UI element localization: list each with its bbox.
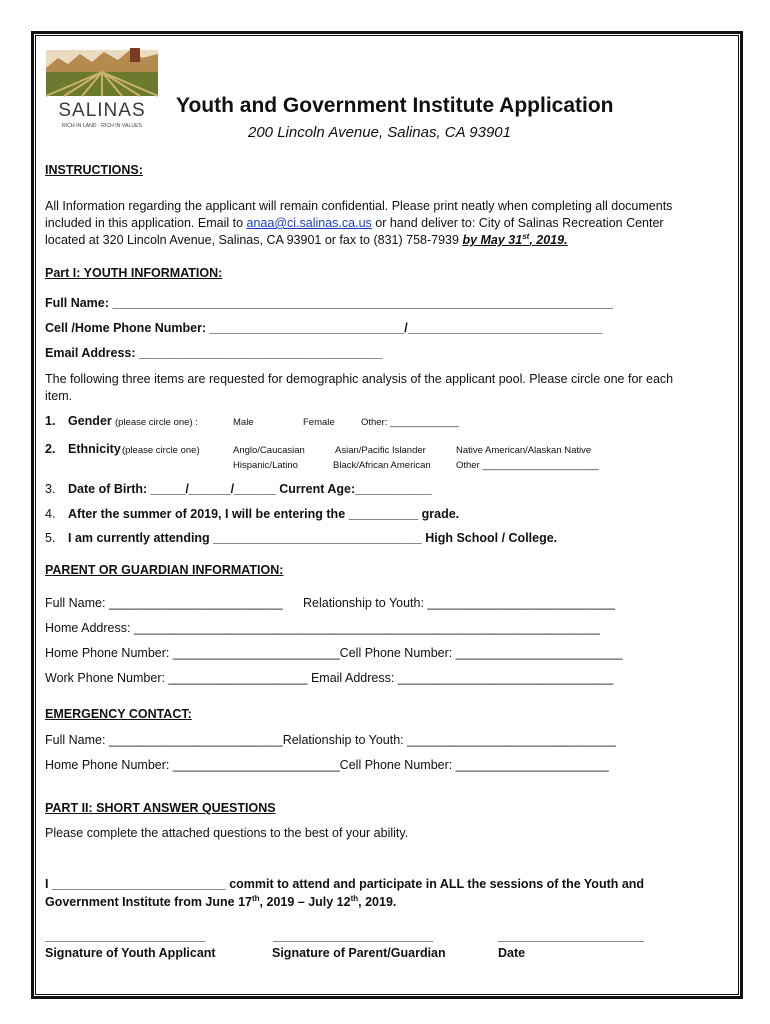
date-line[interactable]: _____________________	[498, 929, 644, 943]
gender-number: 1.	[45, 414, 56, 428]
youth-signature-line[interactable]: _______________________	[45, 929, 205, 943]
ethnicity-option-asian[interactable]: Asian/Pacific Islander	[335, 445, 426, 456]
form-title: Youth and Government Institute Application	[176, 94, 614, 117]
commit-sup-1: th	[251, 893, 260, 903]
instructions-heading: INSTRUCTIONS:	[45, 163, 143, 177]
emergency-name-relationship-fields[interactable]: Full Name: _________________________Relationship to Youth: ______________________________	[45, 733, 616, 747]
instructions-text-2: or hand deliver to: City of Salinas Recreation Center located at 320 Lincoln Avenue, Salinas, CA 93901 or fax to (831) 758-7939	[45, 216, 664, 247]
emergency-heading: EMERGENCY CONTACT:	[45, 707, 192, 721]
youth-signature-label: Signature of Youth Applicant	[45, 946, 216, 960]
commit-sup-2: th	[350, 893, 359, 903]
ethnicity-option-anglo[interactable]: Anglo/Caucasian	[233, 445, 305, 456]
salinas-logo	[44, 46, 160, 130]
dob-age-field[interactable]: Date of Birth: _____/______/______ Current Age:___________	[68, 482, 432, 496]
parent-heading: PARENT OR GUARDIAN INFORMATION:	[45, 563, 284, 577]
gender-option-female[interactable]: Female	[303, 417, 335, 428]
commit-text-b: , 2019 – July 12	[259, 895, 351, 909]
ethnicity-option-hispanic[interactable]: Hispanic/Latino	[233, 460, 298, 471]
parent-relationship-field[interactable]: Relationship to Youth: ___________________________	[303, 596, 616, 610]
ethnicity-option-black[interactable]: Black/African American	[333, 460, 431, 471]
parent-phone-fields[interactable]: Home Phone Number: ________________________Cell Phone Number: ________________________	[45, 646, 623, 660]
deadline-text: by May 31	[462, 233, 523, 247]
parent-signature-line[interactable]: _______________________	[273, 929, 433, 943]
school-number: 5.	[45, 531, 56, 545]
svg-text:RICH IN LAND · RICH IN VALUES: RICH IN LAND · RICH IN VALUES	[61, 123, 143, 129]
instructions-text-1: All Information regarding the applicant will remain confidential. Please print neatly when completing all documents included in this application. Email to	[45, 199, 673, 230]
youth-phone-field[interactable]: Cell /Home Phone Number: ____________________________/____________________________	[45, 321, 603, 335]
youth-full-name-field[interactable]: Full Name: ________________________________________________________________________	[45, 296, 613, 310]
ethnicity-option-other[interactable]: Other ______________________	[456, 460, 599, 471]
gender-hint: (please circle one) :	[115, 417, 198, 428]
contact-email-link[interactable]: anaa@ci.salinas.ca.us	[246, 216, 372, 230]
salinas-logo-icon	[44, 46, 160, 130]
school-field[interactable]: I am currently attending ______________________________ High School / College.	[68, 531, 558, 545]
deadline	[462, 233, 567, 247]
gender-option-other[interactable]: Other: _____________	[361, 417, 459, 428]
gender-label: Gender	[68, 414, 112, 428]
grade-number: 4.	[45, 507, 56, 521]
instructions-text	[45, 198, 685, 249]
deadline-sup: st	[522, 231, 530, 241]
commit-text-c: , 2019.	[358, 895, 397, 909]
ethnicity-option-native[interactable]: Native American/Alaskan Native	[456, 445, 592, 456]
parent-work-email-fields[interactable]: Work Phone Number: ____________________ Email Address: _______________________________	[45, 671, 614, 685]
ethnicity-label: Ethnicity	[68, 442, 121, 456]
parent-home-address-field[interactable]: Home Address: ___________________________________________________________________	[45, 621, 600, 635]
part1-heading: Part I: YOUTH INFORMATION:	[45, 266, 223, 280]
part2-note: Please complete the attached questions to the best of your ability.	[45, 826, 409, 840]
youth-email-field[interactable]: Email Address: ___________________________________	[45, 346, 383, 360]
ethnicity-number: 2.	[45, 442, 56, 456]
gender-option-male[interactable]: Male	[233, 417, 254, 428]
commitment-line-2	[45, 895, 396, 909]
date-label: Date	[498, 946, 526, 960]
commit-text-a: Government Institute from June 17	[45, 895, 252, 909]
form-address: 200 Lincoln Avenue, Salinas, CA 93901	[248, 124, 511, 141]
demographic-note: The following three items are requested for demographic analysis of the applicant pool. Please circle one for each item.	[45, 372, 674, 403]
parent-signature-label: Signature of Parent/Guardian	[272, 946, 446, 960]
svg-text:SALINAS: SALINAS	[58, 100, 146, 121]
commitment-line-1[interactable]: I _________________________ commit to attend and participate in ALL the sessions of the Youth and	[45, 877, 645, 891]
parent-full-name-field[interactable]: Full Name: _________________________	[45, 596, 283, 610]
part2-heading: PART II: SHORT ANSWER QUESTIONS	[45, 801, 276, 815]
ethnicity-hint: (please circle one)	[122, 445, 200, 456]
deadline-end: , 2019.	[529, 233, 568, 247]
dob-number: 3.	[45, 482, 56, 496]
grade-field[interactable]: After the summer of 2019, I will be entering the __________ grade.	[68, 507, 460, 521]
emergency-phone-fields[interactable]: Home Phone Number: ________________________Cell Phone Number: ______________________	[45, 758, 609, 772]
